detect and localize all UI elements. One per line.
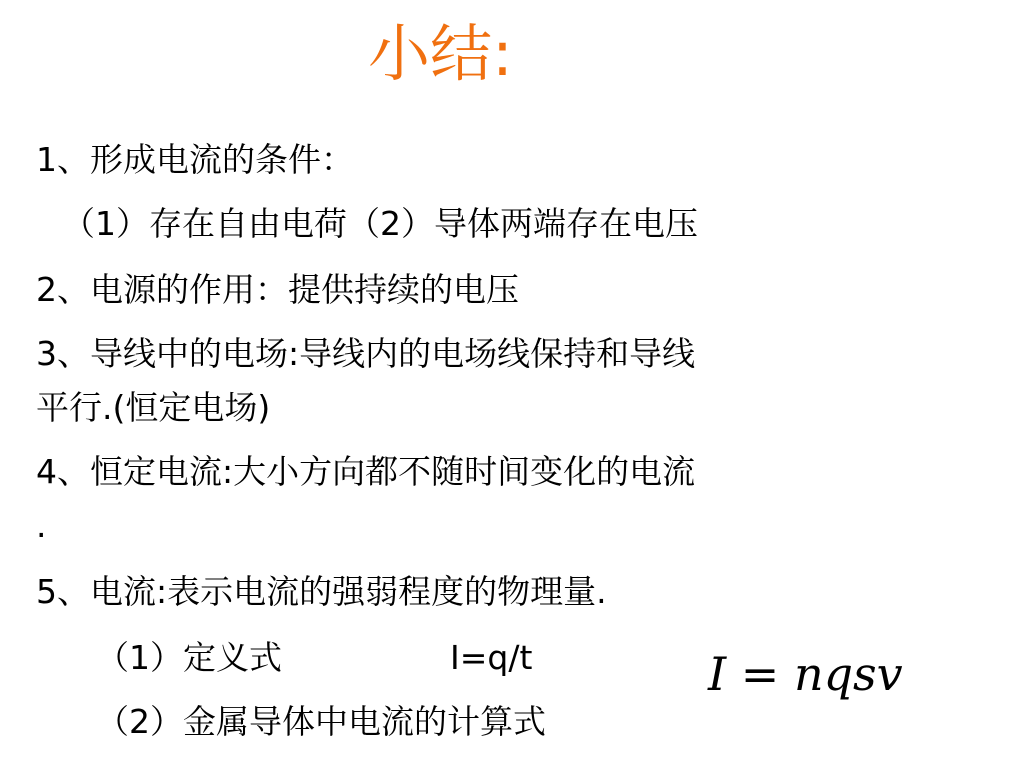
item-4-steady-current-line2: . [36,506,47,545]
item-2-power-source-role: 2、电源的作用：提供持续的电压 [36,270,519,309]
item-3-electric-field-line1: 3、导线中的电场:导线内的电场线保持和导线 [36,334,696,373]
item-1-condition-for-current: 1、形成电流的条件： [36,140,354,179]
formula-equals: = [740,647,780,701]
slide-title: 小结: [368,17,513,90]
formula-rhs: nqsv [793,647,903,701]
item-5-current-definition: 5、电流:表示电流的强弱程度的物理量. [36,572,607,611]
current-formula [708,646,903,702]
item-3-electric-field-line2: 平行.(恒定电场) [36,388,271,427]
item-5-sub1-formula: I=q/t [450,638,533,677]
item-1-sub-conditions: （1）存在自由电荷（2）导体两端存在电压 [62,204,698,243]
item-5-sub2-label: （2）金属导体中电流的计算式 [96,702,546,741]
item-4-steady-current-line1: 4、恒定电流:大小方向都不随时间变化的电流 [36,452,696,491]
formula-lhs: I [708,647,727,701]
item-5-sub1-label: （1）定义式 [96,638,282,677]
